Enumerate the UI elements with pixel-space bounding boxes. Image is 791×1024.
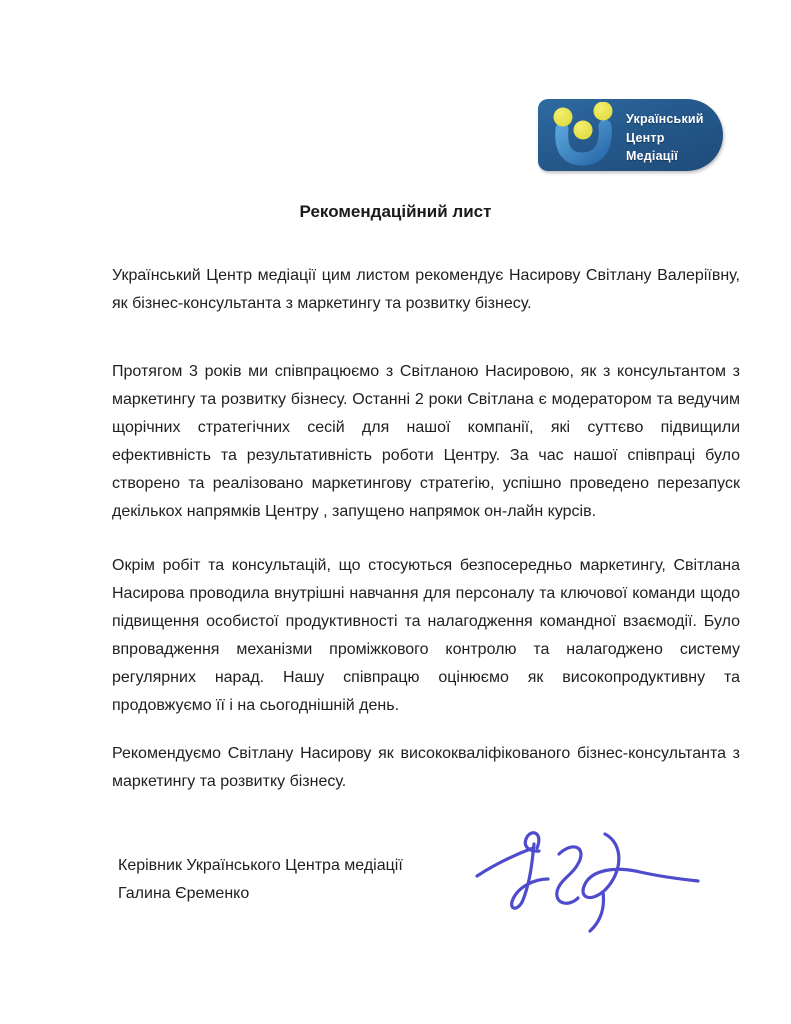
- signoff-name: Галина Єременко: [118, 885, 250, 902]
- paragraph-trainings: Окрім робіт та консультацій, що стосуються безпосередньо маркетингу, Світлана Насирова проводила внутрішні навчання для персоналу та ключової команди щодо підвищення особистої продуктивності та налагодження командної взаємодії. Було впровадження механізми проміжкового контролю та налагоджено систему регулярних нарад. Нашу співпрацю оцінюємо як високопродуктивну та продовжуємо її і на сьогоднішній день.: [112, 557, 740, 714]
- org-name-line3: Медіації: [626, 149, 678, 163]
- org-logo: [538, 99, 723, 171]
- signoff-block: [118, 852, 403, 908]
- org-name: [626, 110, 704, 166]
- paragraph-intro: Український Центр медіації цим листом рекомендує Насирову Світлану Валеріївну, як бізнес-консультанта з маркетингу та розвитку бізнесу.: [112, 267, 740, 312]
- signoff-role: Керівник Українського Центра медіації: [118, 857, 403, 874]
- paragraph-collaboration: Протягом 3 років ми співпрацюємо з Світланою Насировою, як з консультантом з маркетингу та розвитку бізнесу. Останні 2 роки Світлана є модератором та ведучим щорічних стратегічних сесій для нашої компанії, які суттєво підвищили ефективність та результативність роботи Центру. За час нашої співпраці було створено та реалізовано маркетингову стратегію, успішно проведено перезапуск декількох напрямків Центру , запущено напрямок он-лайн курсів.: [112, 363, 740, 520]
- org-name-line1: Український: [626, 112, 704, 126]
- org-name-line2: Центр: [626, 130, 665, 145]
- signature-scribble: [455, 818, 705, 948]
- paragraph-recommendation: Рекомендуємо Світлану Насирову як висококваліфікованого бізнес-консультанта з маркетингу та розвитку бізнесу.: [112, 745, 740, 790]
- letter-title: Рекомендаційний лист: [299, 202, 492, 221]
- smiley-u-icon: [544, 102, 616, 168]
